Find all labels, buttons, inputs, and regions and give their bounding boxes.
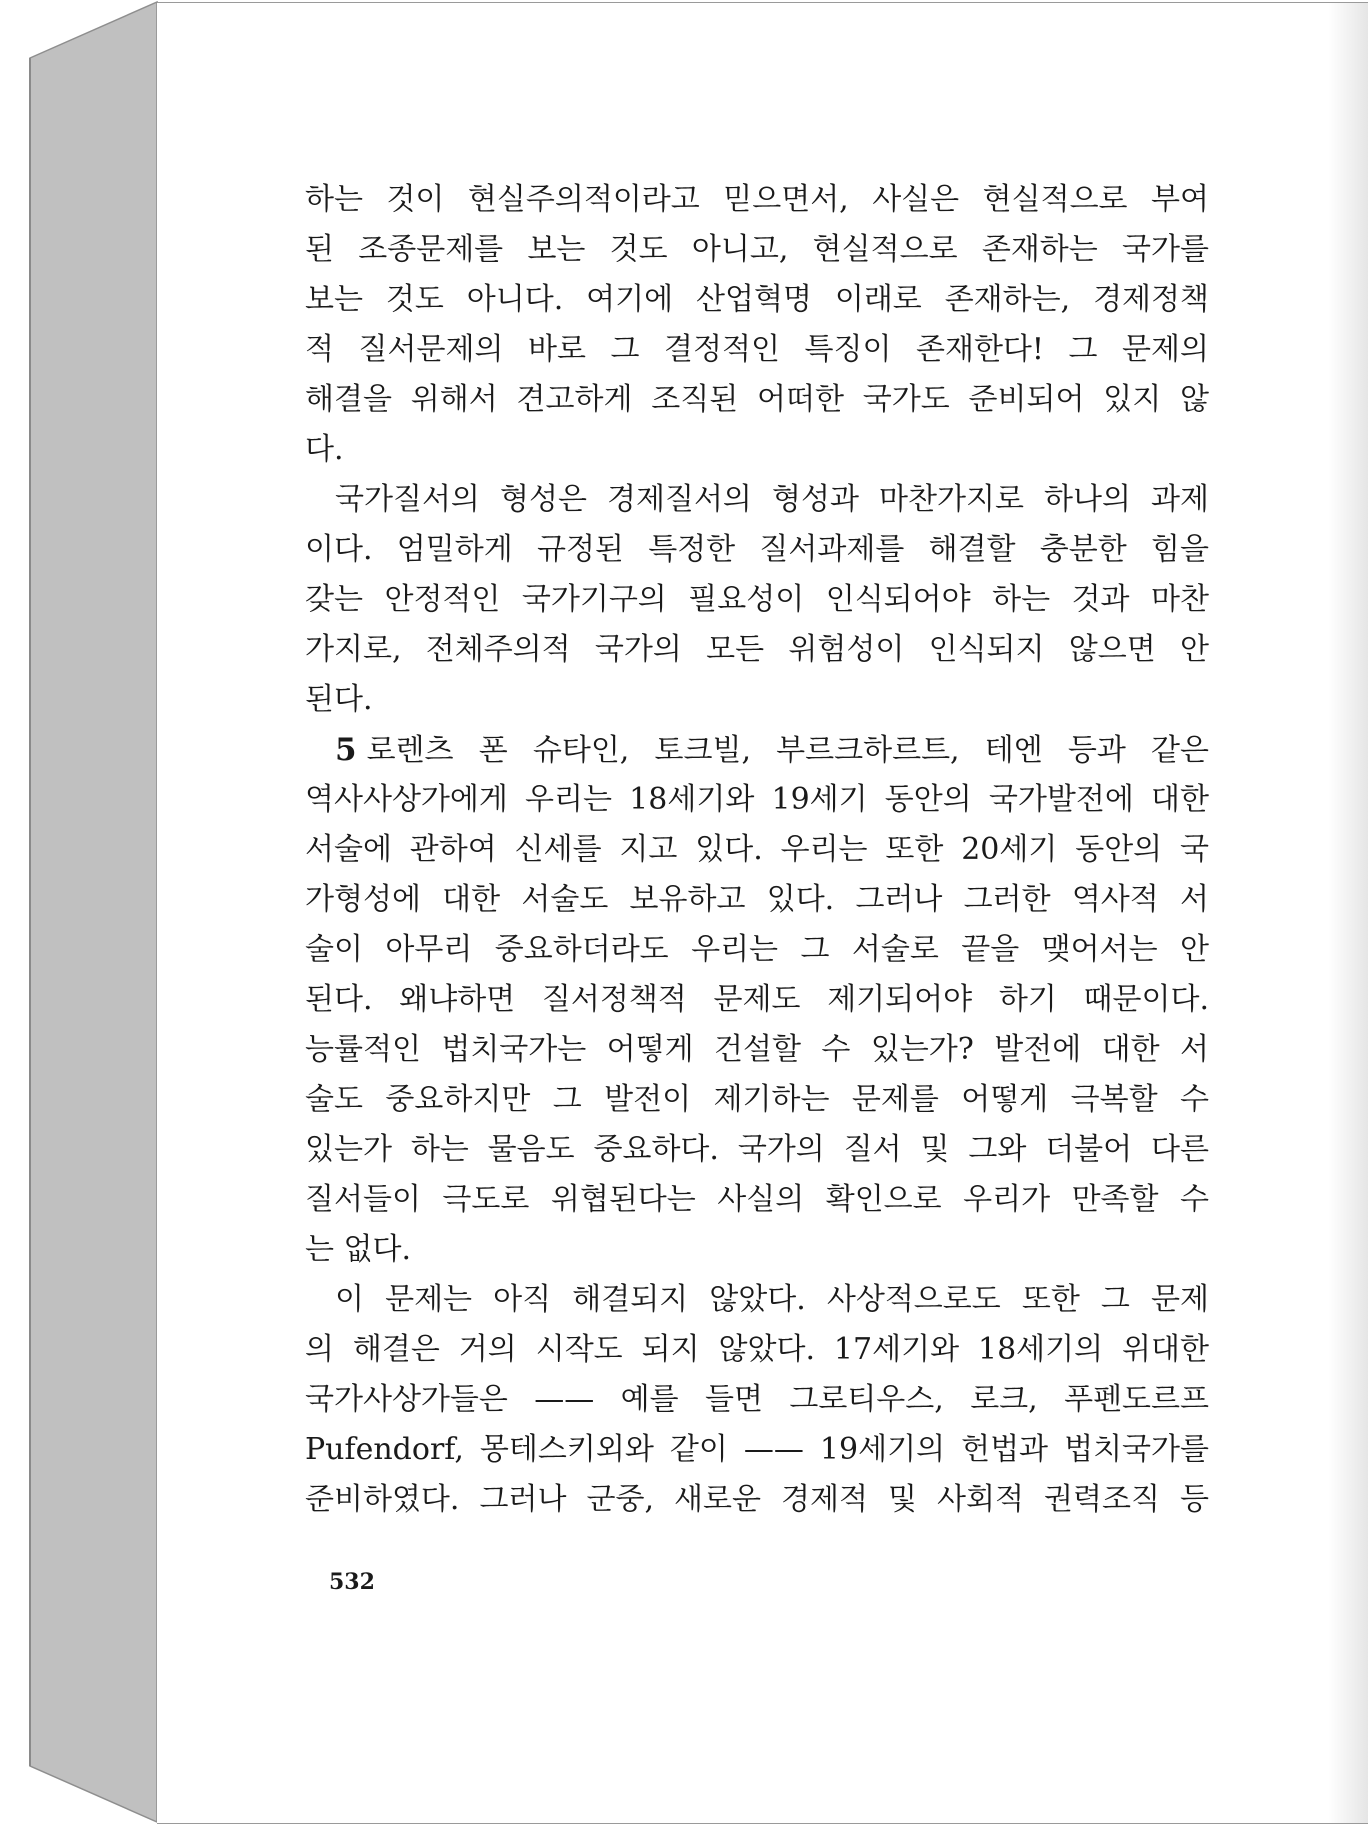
text-line: 있는가 하는 물음도 중요하다. 국가의 질서 및 그와 더불어 다른 bbox=[305, 1132, 1209, 1167]
text-line: Pufendorf, 몽테스키외와 같이 —— 19세기의 헌법과 법치국가를 bbox=[305, 1432, 1209, 1467]
section-first-line bbox=[305, 725, 1209, 775]
text-line: 적 질서문제의 바로 그 결정적인 특징이 존재한다! 그 문제의 bbox=[305, 332, 1209, 367]
text-line: 술도 중요하지만 그 발전이 제기하는 문제를 어떻게 극복할 수 bbox=[305, 1082, 1209, 1117]
text-line: 역사사상가에게 우리는 18세기와 19세기 동안의 국가발전에 대한 bbox=[305, 782, 1209, 817]
text-line: 다. bbox=[305, 432, 344, 467]
text-line: 보는 것도 아니다. 여기에 산업혁명 이래로 존재하는, 경제정책 bbox=[305, 282, 1209, 317]
text-line: 이 문제는 아직 해결되지 않았다. 사상적으로도 또한 그 문제 bbox=[335, 1282, 1209, 1317]
text-line: 이다. 엄밀하게 규정된 특정한 질서과제를 해결할 충분한 힘을 bbox=[305, 532, 1209, 567]
text-line: 가형성에 대한 서술도 보유하고 있다. 그러나 그러한 역사적 서 bbox=[305, 882, 1209, 917]
book-page bbox=[157, 2, 1368, 1824]
page-number: 532 bbox=[329, 1569, 375, 1595]
text-line: 서술에 관하여 신세를 지고 있다. 우리는 또한 20세기 동안의 국 bbox=[305, 832, 1209, 867]
text-line: 된 조종문제를 보는 것도 아니고, 현실적으로 존재하는 국가를 bbox=[305, 232, 1209, 267]
book-spine bbox=[0, 0, 160, 1824]
text-line: 술이 아무리 중요하더라도 우리는 그 서술로 끝을 맺어서는 안 bbox=[305, 932, 1209, 967]
section-number: 5 bbox=[335, 732, 357, 768]
page-edge-shadow bbox=[1328, 3, 1368, 1823]
text-line: 로렌츠 폰 슈타인, 토크빌, 부르크하르트, 테엔 등과 같은 bbox=[366, 733, 1209, 768]
text-line: 가지로, 전체주의적 국가의 모든 위험성이 인식되지 않으면 안 bbox=[305, 632, 1209, 667]
text-line: 국가사상가들은 —— 예를 들면 그로티우스, 로크, 푸펜도르프 bbox=[305, 1382, 1209, 1417]
text-line: 된다. bbox=[305, 682, 373, 717]
text-line: 질서들이 극도로 위협된다는 사실의 확인으로 우리가 만족할 수 bbox=[305, 1182, 1209, 1217]
page-body-text bbox=[305, 175, 1209, 1525]
text-line: 갖는 안정적인 국가기구의 필요성이 인식되어야 하는 것과 마찬 bbox=[305, 582, 1209, 617]
text-line: 해결을 위해서 견고하게 조직된 어떠한 국가도 준비되어 있지 않 bbox=[305, 382, 1209, 417]
text-line: 준비하였다. 그러나 군중, 새로운 경제적 및 사회적 권력조직 등 bbox=[305, 1482, 1209, 1517]
text-line: 국가질서의 형성은 경제질서의 형성과 마찬가지로 하나의 과제 bbox=[335, 482, 1209, 517]
text-line: 능률적인 법치국가는 어떻게 건설할 수 있는가? 발전에 대한 서 bbox=[305, 1032, 1209, 1067]
text-line: 는 없다. bbox=[305, 1232, 412, 1267]
text-line: 된다. 왜냐하면 질서정책적 문제도 제기되어야 하기 때문이다. bbox=[305, 982, 1209, 1017]
text-line: 하는 것이 현실주의적이라고 믿으면서, 사실은 현실적으로 부여 bbox=[305, 182, 1209, 217]
text-line: 의 해결은 거의 시작도 되지 않았다. 17세기와 18세기의 위대한 bbox=[305, 1332, 1209, 1367]
